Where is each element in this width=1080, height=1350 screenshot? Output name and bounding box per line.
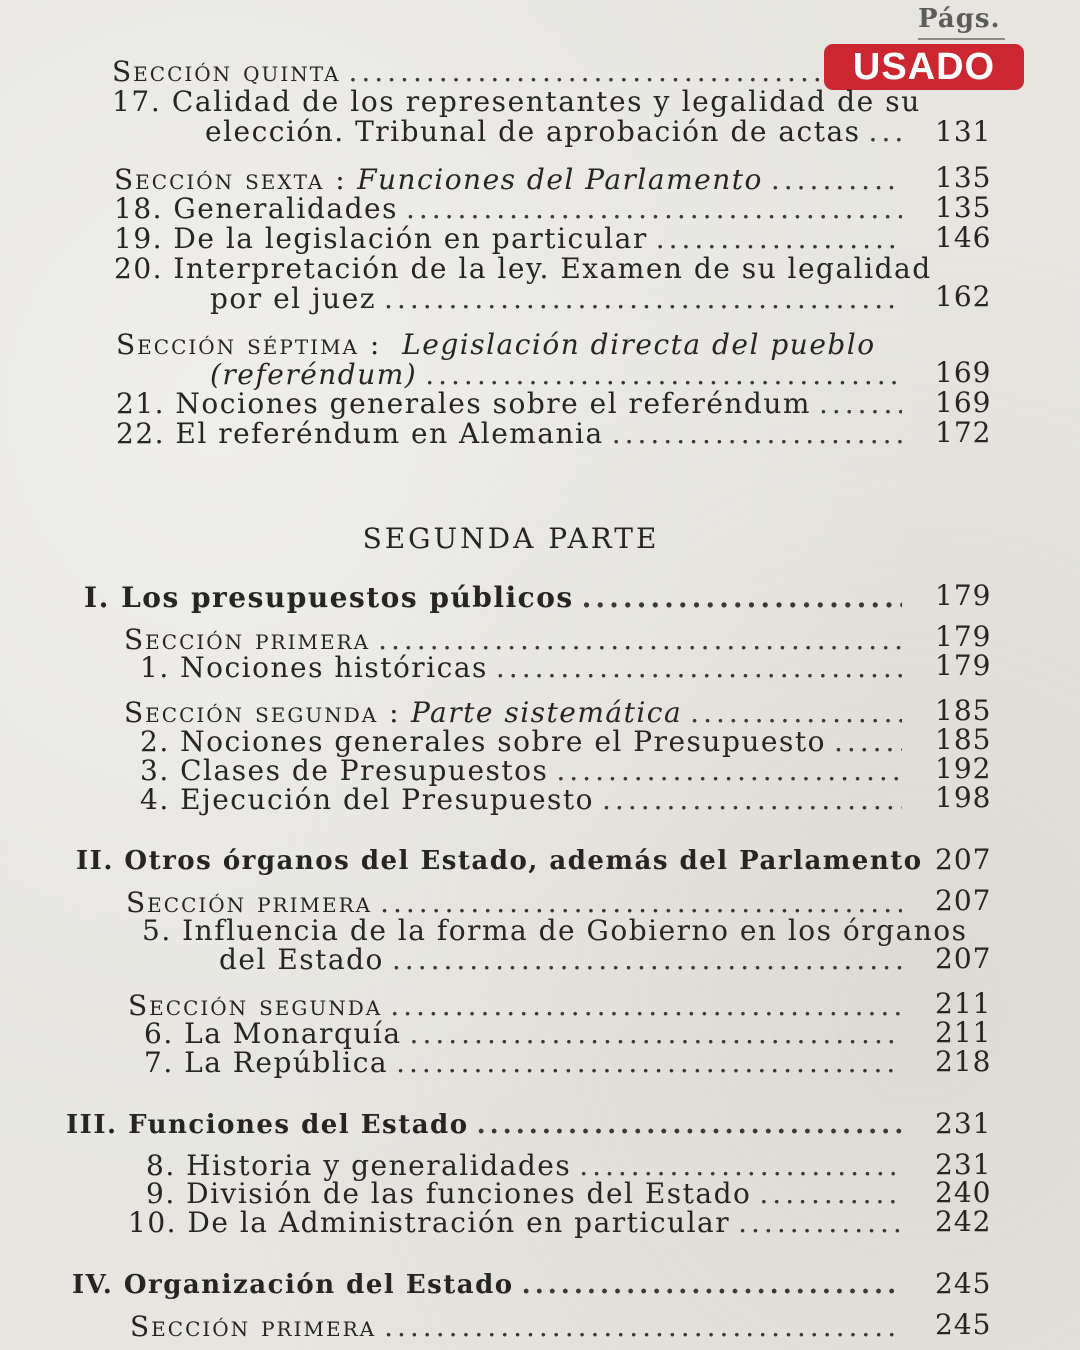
page-number: 192 xyxy=(935,752,992,785)
page-number: 218 xyxy=(935,1045,992,1078)
toc-entry-19 xyxy=(114,224,902,254)
leader-dots xyxy=(556,756,902,786)
toc-entry-label: II. Otros órganos del Estado, además del Parlamento xyxy=(76,846,923,876)
toc-entry-label: 2. Nociones generales sobre el Presupuesto xyxy=(140,725,826,758)
toc-entry-label: elección. Tribunal de aprobación de actas xyxy=(205,115,861,148)
leader-dots xyxy=(496,653,902,683)
toc-entry-21 xyxy=(116,389,902,419)
leader-dots xyxy=(384,1312,902,1342)
toc-entry-5: 5. Influencia de la forma de Gobierno en los órganos xyxy=(142,914,968,947)
toc-entry-label: 9. División de las funciones del Estado xyxy=(146,1177,752,1210)
section-label: Sección sexta : xyxy=(114,163,347,196)
page-number: 179 xyxy=(935,649,992,682)
section-title: Legislación directa del pueblo xyxy=(402,328,876,361)
toc-chapter-i xyxy=(84,583,902,613)
toc-entry-seccion-primera-iv xyxy=(130,1312,902,1342)
toc-entry-9 xyxy=(146,1179,902,1209)
toc-entry-label: III. Funciones del Estado xyxy=(66,1110,469,1140)
page-number: 207 xyxy=(935,843,992,876)
toc-entry-label: Sección segunda xyxy=(128,989,383,1022)
page-number: 240 xyxy=(935,1176,992,1209)
leader-dots xyxy=(410,1019,902,1049)
section-title: Parte sistemática xyxy=(410,696,683,729)
toc-entry-20-cont xyxy=(210,284,902,314)
page-number: 135 xyxy=(935,161,992,194)
toc-entry-label: Sección primera xyxy=(130,1310,377,1343)
toc-entry-label: Sección primera xyxy=(124,623,371,656)
toc-entry-10 xyxy=(128,1208,902,1238)
leader-dots xyxy=(477,1110,902,1140)
toc-entry-label: del Estado xyxy=(219,943,384,976)
toc-entry-label: 21. Nociones generales sobre el referéndum xyxy=(116,387,811,420)
leader-dots xyxy=(834,727,902,757)
page-number: 231 xyxy=(935,1148,992,1181)
page-number: 185 xyxy=(935,723,992,756)
leader-dots xyxy=(738,1208,902,1238)
toc-chapter-ii xyxy=(76,846,923,876)
part-heading: SEGUNDA PARTE xyxy=(362,522,660,555)
toc-entry-label: IV. Organización del Estado xyxy=(72,1270,514,1300)
toc-entry-1 xyxy=(140,653,902,683)
toc-entry-18 xyxy=(114,194,902,224)
leader-dots xyxy=(406,194,902,224)
leader-dots xyxy=(396,1048,902,1078)
toc-entry-label: 8. Historia y generalidades xyxy=(146,1149,572,1182)
leader-dots xyxy=(819,389,902,419)
section-label: Sección séptima : xyxy=(116,328,382,361)
page-number: 211 xyxy=(935,1016,992,1049)
toc-entry-20: 20. Interpretación de la ley. Examen de su legalidad xyxy=(114,252,932,285)
leader-dots xyxy=(771,165,902,195)
toc-entry-label: 10. De la Administración en particular xyxy=(128,1206,731,1239)
toc-entry-label: (referéndum) xyxy=(210,358,418,391)
leader-dots xyxy=(690,698,902,728)
toc-entry-3 xyxy=(140,756,902,786)
page-number: 231 xyxy=(935,1107,992,1140)
page-number: 146 xyxy=(935,221,992,254)
leader-dots xyxy=(348,57,824,87)
toc-entry-label: 19. De la legislación en particular xyxy=(114,222,648,255)
page-number: 207 xyxy=(935,884,992,917)
page-number: 179 xyxy=(935,620,992,653)
pages-column-header: Págs. xyxy=(918,4,1001,34)
toc-entry-7 xyxy=(144,1048,902,1078)
used-badge: USADO xyxy=(824,44,1024,90)
toc-entry-seccion-quinta xyxy=(112,57,824,87)
toc-entry-seccion-septima xyxy=(116,330,876,360)
leader-dots xyxy=(869,117,902,147)
page-number: 185 xyxy=(935,694,992,727)
toc-entry-label: 3. Clases de Presupuestos xyxy=(140,754,549,787)
toc-chapter-iv xyxy=(72,1270,902,1300)
toc-entry-17-cont xyxy=(205,117,902,147)
toc-entry-6 xyxy=(144,1019,902,1049)
toc-entry-4 xyxy=(140,785,902,815)
toc-entry-seccion-sexta xyxy=(114,165,902,195)
toc-entry-seccion-segunda xyxy=(124,698,902,728)
leader-dots xyxy=(425,360,902,390)
page-number: 169 xyxy=(935,356,992,389)
leader-dots xyxy=(656,224,902,254)
toc-entry-label: 18. Generalidades xyxy=(114,192,398,225)
page-number: 245 xyxy=(935,1267,992,1300)
page-number: 179 xyxy=(935,579,992,612)
page-number: 172 xyxy=(935,416,992,449)
leader-dots xyxy=(602,785,902,815)
page-number: 169 xyxy=(935,386,992,419)
page-number: 131 xyxy=(935,115,992,148)
section-label: Sección segunda : xyxy=(124,696,401,729)
toc-entry-22 xyxy=(116,419,902,449)
leader-dots xyxy=(582,583,902,613)
page-number: 245 xyxy=(935,1308,992,1341)
toc-entry-label: Sección primera xyxy=(126,886,373,919)
leader-dots xyxy=(392,945,902,975)
leader-dots xyxy=(759,1179,902,1209)
toc-entry-label: 4. Ejecución del Presupuesto xyxy=(140,783,595,816)
toc-entry-referendum xyxy=(210,360,902,390)
toc-entry-5-cont xyxy=(219,945,902,975)
toc-entry-label: 1. Nociones históricas xyxy=(140,651,488,684)
toc-entry-2 xyxy=(140,727,902,757)
page-number: 135 xyxy=(935,191,992,224)
page-number: 162 xyxy=(935,280,992,313)
leader-dots xyxy=(522,1270,902,1300)
toc-entry-label: I. Los presupuestos públicos xyxy=(84,581,574,614)
section-title: Funciones del Parlamento xyxy=(357,163,763,196)
leader-dots xyxy=(384,284,902,314)
toc-entry-label: Sección quinta xyxy=(112,55,341,88)
page-number: 207 xyxy=(935,942,992,975)
page-number: 211 xyxy=(935,987,992,1020)
toc-entry-label: 7. La República xyxy=(144,1046,389,1079)
toc-entry-label: 6. La Monarquía xyxy=(144,1017,402,1050)
leader-dots xyxy=(612,419,902,449)
page-number: 198 xyxy=(935,781,992,814)
page-number: 242 xyxy=(935,1205,992,1238)
toc-entry-17: 17. Calidad de los representantes y legalidad de su xyxy=(112,85,921,118)
toc-entry-label: por el juez xyxy=(210,282,377,315)
toc-entry-label: 22. El referéndum en Alemania xyxy=(116,417,604,450)
toc-chapter-iii xyxy=(66,1110,902,1140)
leader-dots xyxy=(390,991,902,1021)
